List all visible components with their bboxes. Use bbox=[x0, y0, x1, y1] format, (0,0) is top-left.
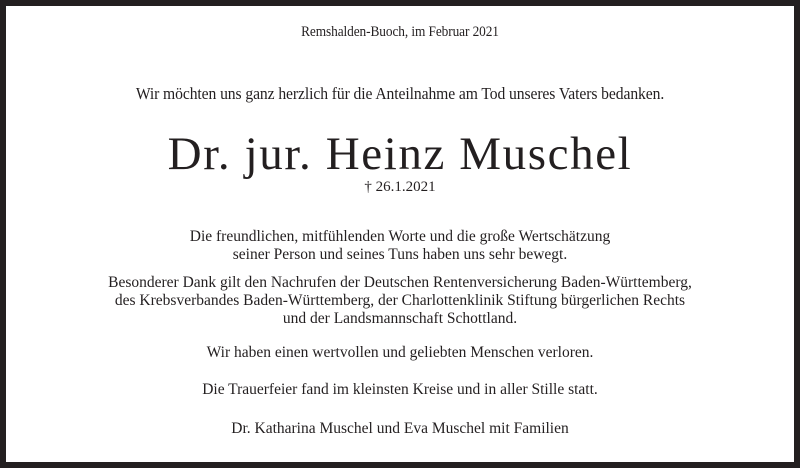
paragraph-line: und der Landsmannschaft Schottland. bbox=[282, 310, 518, 327]
acknowledgements-paragraph bbox=[6, 274, 794, 328]
paragraph-line: Die freundlichen, mitfühlenden Worte und die große Wertschätzung bbox=[189, 228, 611, 245]
paragraph-line: seiner Person und seines Tuns haben uns sehr bewegt. bbox=[232, 246, 568, 263]
gratitude-paragraph bbox=[6, 228, 794, 264]
thanks-line: Wir möchten uns ganz herzlich für die Anteilnahme am Tod unseres Vaters bedanken. bbox=[135, 84, 665, 103]
paragraph-line: Wir haben einen wertvollen und geliebten Menschen verloren. bbox=[206, 344, 594, 361]
funeral-paragraph bbox=[6, 381, 794, 399]
obituary-notice-card bbox=[6, 6, 794, 462]
signature-line bbox=[6, 420, 794, 438]
place-date-line: Remshalden-Buoch, im Februar 2021 bbox=[301, 24, 499, 40]
loss-paragraph bbox=[6, 344, 794, 362]
paragraph-line: des Krebsverbandes Baden-Württemberg, der Charlottenklinik Stiftung bürgerlichen Rechts bbox=[114, 292, 686, 309]
paragraph-line: Besonderer Dank gilt den Nachrufen der Deutschen Rentenversicherung Baden-Württemberg, bbox=[108, 274, 692, 291]
death-date-line: † 26.1.2021 bbox=[364, 179, 436, 195]
paragraph-line: Die Trauerfeier fand im kleinsten Kreise und in aller Stille statt. bbox=[202, 381, 598, 398]
deceased-name-heading: Dr. jur. Heinz Muschel bbox=[167, 128, 633, 180]
signature-text: Dr. Katharina Muschel und Eva Muschel mit Familien bbox=[231, 420, 569, 437]
